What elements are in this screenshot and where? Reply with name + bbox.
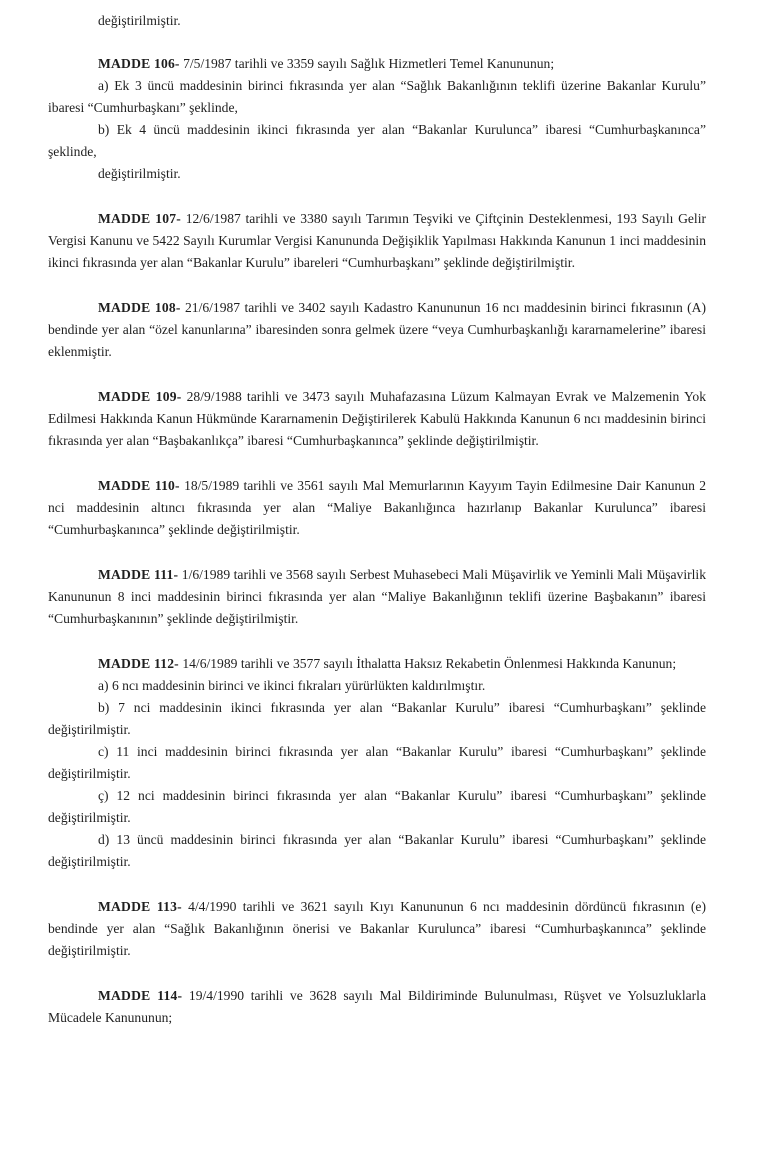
article-text: 1/6/1989 tarihli ve 3568 sayılı Serbest Muhasebeci Mali Müşavirlik ve Yeminli Mali Müşavirlik Kanununun 8 inci maddesinin birinci fıkrasında yer alan “Maliye Bakanlığının teklifi üzerine Başbakanın” ibaresi “Cumhurbaşkanının” şeklinde değiştirilmiştir.	[48, 567, 706, 626]
article-intro	[48, 53, 706, 75]
article-111	[48, 564, 706, 630]
article-heading: MADDE 114-	[98, 988, 183, 1003]
article-item: b) Ek 4 üncü maddesinin ikinci fıkrasında yer alan “Bakanlar Kurulunca” ibaresi “Cumhurbaşkanınca” şeklinde,	[48, 122, 706, 159]
article-intro	[48, 475, 706, 541]
article-item: c) 11 inci maddesinin birinci fıkrasında yer alan “Bakanlar Kurulu” ibaresi “Cumhurbaşkanı” şeklinde değiştirilmiştir.	[48, 744, 706, 781]
article-106	[48, 53, 706, 185]
article-heading: MADDE 106-	[98, 56, 180, 71]
article-113	[48, 896, 706, 962]
article-text: 18/5/1989 tarihli ve 3561 sayılı Mal Memurlarının Kayyım Tayin Edilmesine Dair Kanunun 2 nci maddesinin altıncı fıkrasında yer alan “Maliye Bakanlığınca hazırlanıp Bakanlar Kurulunca” ibaresi “Cumhurbaşkanınca” şeklinde değiştirilmiştir.	[48, 478, 706, 537]
article-text: 4/4/1990 tarihli ve 3621 sayılı Kıyı Kanununun 6 ncı maddesinin dördüncü fıkrasının (e) bendinde yer alan “Sağlık Bakanlığının önerisi ve Bakanlar Kurulunca” ibaresi “Cumhurbaşkanınca” şeklinde değiştirilmiştir.	[48, 899, 706, 958]
article-item: ç) 12 nci maddesinin birinci fıkrasında yer alan “Bakanlar Kurulu” ibaresi “Cumhurbaşkanı” şeklinde değiştirilmiştir.	[48, 788, 706, 825]
article-text: 21/6/1987 tarihli ve 3402 sayılı Kadastro Kanununun 16 ncı maddesinin birinci fıkrasının (A) bendinde yer alan “özel kanunlarına” ibaresinden sonra gelmek üzere “veya Cumhurbaşkanlığı kararnamelerine” ibaresi eklenmiştir.	[48, 300, 706, 359]
continuation-text: değiştirilmiştir.	[98, 13, 181, 28]
article-heading: MADDE 109-	[98, 389, 182, 404]
article-intro	[48, 297, 706, 363]
article-intro	[48, 386, 706, 452]
article-108	[48, 297, 706, 363]
article-intro	[48, 564, 706, 630]
article-item: d) 13 üncü maddesinin birinci fıkrasında yer alan “Bakanlar Kurulu” ibaresi “Cumhurbaşkanı” şeklinde değiştirilmiştir.	[48, 832, 706, 869]
document-page	[48, 10, 706, 1029]
article-text: 19/4/1990 tarihli ve 3628 sayılı Mal Bildiriminde Bulunulması, Rüşvet ve Yolsuzluklarla Mücadele Kanununun;	[48, 988, 706, 1025]
article-item: a) 6 ncı maddesinin birinci ve ikinci fıkraları yürürlükten kaldırılmıştır.	[98, 678, 486, 693]
article-107	[48, 208, 706, 274]
article-intro	[48, 896, 706, 962]
article-110	[48, 475, 706, 541]
article-item: a) Ek 3 üncü maddesinin birinci fıkrasında yer alan “Sağlık Bakanlığının teklifi üzerine Bakanlar Kurulu” ibaresi “Cumhurbaşkanı” şeklinde,	[48, 78, 706, 115]
article-text: 12/6/1987 tarihli ve 3380 sayılı Tarımın Teşviki ve Çiftçinin Desteklenmesi, 193 Sayılı Gelir Vergisi Kanunu ve 5422 Sayılı Kurumlar Vergisi Kanununda Değişiklik Yapılması Hakkında Kanunun 1 inci maddesinin ikinci fıkrasında yer alan “Bakanlar Kurulu” ibareleri “Cumhurbaşkanı” şeklinde değiştirilmiştir.	[48, 211, 707, 270]
article-text: 7/5/1987 tarihli ve 3359 sayılı Sağlık Hizmetleri Temel Kanununun;	[179, 56, 555, 71]
article-heading: MADDE 107-	[98, 211, 181, 226]
article-text: 28/9/1988 tarihli ve 3473 sayılı Muhafazasına Lüzum Kalmayan Evrak ve Malzemenin Yok Edilmesi Hakkında Kanun Hükmünde Kararnamenin Değiştirilerek Kabulü Hakkında Kanunun 6 ncı maddesinin birinci fıkrasında yer alan “Başbakanlıkça” ibaresi “Cumhurbaşkanınca” şeklinde değiştirilmiştir.	[48, 389, 706, 448]
article-intro	[48, 985, 706, 1029]
article-heading: MADDE 112-	[98, 656, 179, 671]
article-intro	[48, 653, 706, 675]
article-heading: MADDE 108-	[98, 300, 181, 315]
article-112	[48, 653, 706, 873]
article-text: 14/6/1989 tarihli ve 3577 sayılı İthalatta Haksız Rekabetin Önlenmesi Hakkında Kanunun;	[178, 656, 677, 671]
article-heading: MADDE 110-	[98, 478, 180, 493]
article-item: b) 7 nci maddesinin ikinci fıkrasında yer alan “Bakanlar Kurulu” ibaresi “Cumhurbaşkanı” şeklinde değiştirilmiştir.	[48, 700, 706, 737]
article-114	[48, 985, 706, 1029]
article-closing: değiştirilmiştir.	[98, 166, 181, 181]
article-heading: MADDE 113-	[98, 899, 182, 914]
article-109	[48, 386, 706, 452]
article-heading: MADDE 111-	[98, 567, 179, 582]
article-intro	[48, 208, 706, 274]
